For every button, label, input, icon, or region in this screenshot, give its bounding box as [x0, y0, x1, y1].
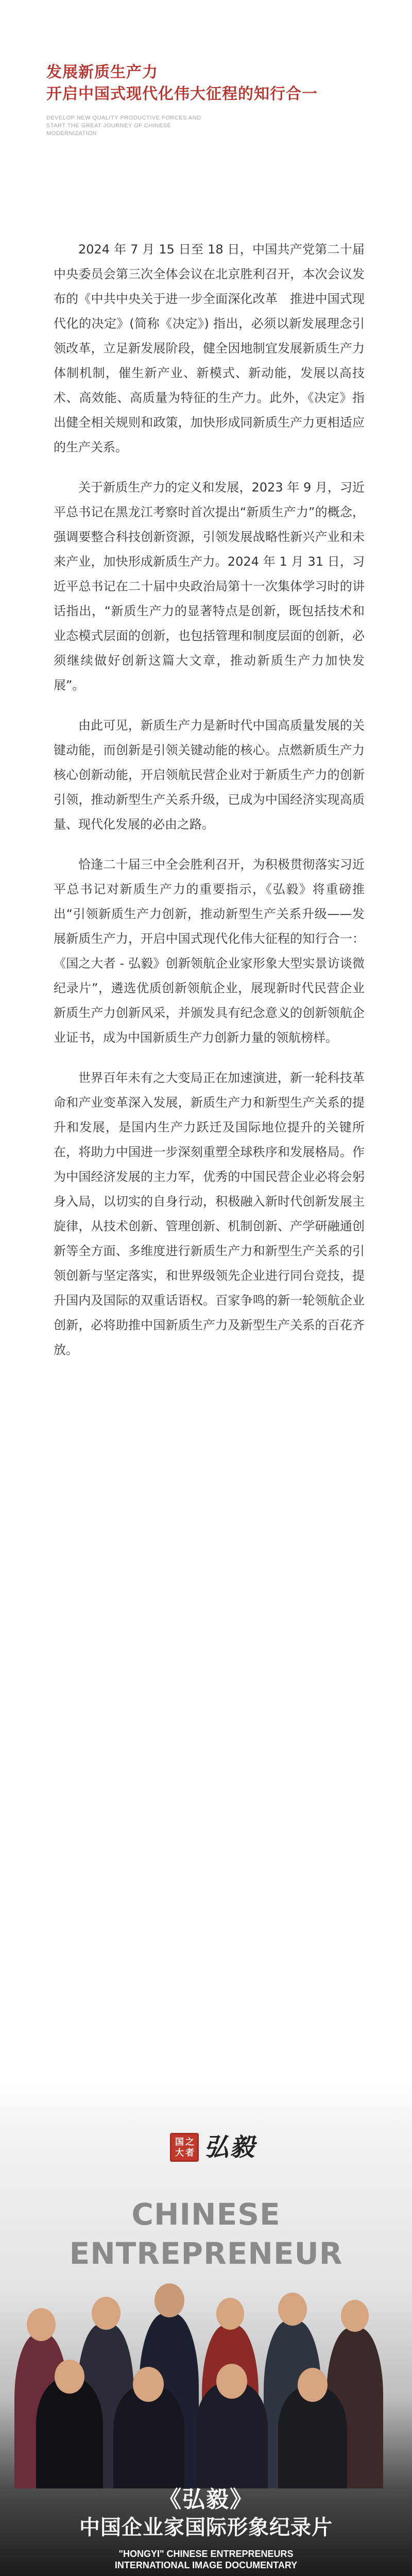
person-head	[27, 2308, 56, 2341]
person-head	[298, 2368, 328, 2402]
person-head	[55, 2360, 84, 2394]
watermark-heading: CHINESE ENTREPRENEUR	[69, 2197, 343, 2271]
article-paragraph: 2024 年 7 月 15 日至 18 日，中国共产党第二十届中央委员会第三次全体会议在北京胜利召开，本次会议发布的《中共中央关于进一步全面深化改革 推进中国式现代化的决定》(简称《决定》) 指出，必须以新发展理念引领改革，立足新发展阶段，健全因地制宜发展新质生产力体制机制，催生新产业、新模式、新动能，发展以高技术、高效能、高质量为特征的生产力。此外，《决定》指出健全相关规则和政策，加快形成同新质生产力更相适应的生产关系。	[54, 242, 365, 454]
article-body	[54, 237, 365, 1378]
article-paragraph: 由此可见，新质生产力是新时代中国高质量发展的关键动能，而创新是引领关键动能的核心。点燃新质生产力核心创新动能，开启领航民营企业对于新质生产力的创新引领，推动新型生产关系升级，已成为中国经济实现高质量、现代化发展的必由之路。	[54, 718, 365, 832]
seal-logo	[170, 2133, 199, 2162]
article-title-line-2: 开启中国式现代化伟大征程的知行合一	[46, 85, 318, 103]
article-header	[46, 62, 376, 138]
seal-char: 国	[175, 2137, 184, 2147]
calligraphy-logo: 弘毅	[204, 2133, 256, 2162]
article-subtitle-english: DEVELOP NEW QUALITY PRODUCTIVE FORCES AND START THE GREAT JOURNEY OF CHINESE MODERNIZATION	[46, 115, 201, 137]
group-photo	[0, 2272, 412, 2488]
article-paragraph: 世界百年未有之大变局正在加速演进，新一轮科技革命和产业变革深入发展，新质生产力和新型生产关系的提升和发展，是国内生产力跃迁及国际地位提升的关键所在，将助力中国进一步深刻重塑全球秩序和发展格局。作为中国经济发展的主力军，优秀的中国民营企业必将会躬身入局，以切实的自身行动，积极融入新时代创新发展主旋律，从技术创新、管理创新、机制创新、产学研融通创新等全方面、多维度进行新质生产力和新型生产关系的引领创新与坚定落实，和世界级领先企业进行同台竞技，提升国内及国际的双重话语权。百家争鸣的新一轮领航企业创新，必将助推中国新质生产力及新型生产关系的百花齐放。	[54, 1071, 365, 1357]
article-title-line-1: 发展新质生产力	[46, 63, 158, 81]
documentary-promo-banner	[0, 2087, 412, 2576]
article-paragraph: 关于新质生产力的定义和发展，2023 年 9 月，习近平总书记在黑龙江考察时首次提出“新质生产力”的概念，强调要整合科技创新资源，引领发展战略性新兴产业和未来产业，加快形成新质生产力。2024 年 1 月 31 日，习近平总书记在二十届中央政治局第十一次集体学习时的讲话指出，“新质生产力的显著特点是创新，既包括技术和业态模式层面的创新，也包括管理和制度层面的创新，必须继续做好创新这篇大文章，推动新质生产力加快发展”。	[54, 480, 365, 692]
person-head	[154, 2283, 184, 2317]
seal-char: 之	[185, 2137, 194, 2147]
documentary-title-chinese: 中国企业家国际形象纪录片	[79, 2516, 333, 2539]
documentary-title-english-line-2: INTERNATIONAL IMAGE DOCUMENTARY	[114, 2560, 298, 2570]
person-head	[133, 2367, 164, 2402]
article-paragraph: 恰逢二十届三中全会胜利召开，为积极贯彻落实习近平总书记对新质生产力的重要指示，《弘毅》将重磅推出“引领新质生产力创新，推动新型生产关系升级——发展新质生产力，开启中国式现代化伟大征程的知行合一：《国之大者 - 弘毅》创新领航企业家形象大型实景访谈微纪录片”，遴选优质创新领航企业，展现新时代民营企业新质生产力创新风采，并颁发具有纪念意义的创新领航企业证书，成为中国新质生产力创新力量的领航榜样。	[54, 857, 365, 1045]
seal-char: 大	[175, 2148, 184, 2158]
person-head	[278, 2293, 307, 2326]
brand-logo	[0, 2123, 412, 2169]
person-head	[92, 2297, 121, 2330]
person-head	[216, 2364, 247, 2399]
seal-char: 者	[185, 2148, 194, 2158]
person-head	[216, 2298, 244, 2330]
person-silhouette	[36, 2378, 103, 2488]
documentary-title-english-line-1: "HONGYI" CHINESE ENTREPRENEURS	[118, 2549, 294, 2559]
documentary-name: 《弘毅》	[159, 2486, 253, 2513]
person-head	[341, 2300, 369, 2332]
